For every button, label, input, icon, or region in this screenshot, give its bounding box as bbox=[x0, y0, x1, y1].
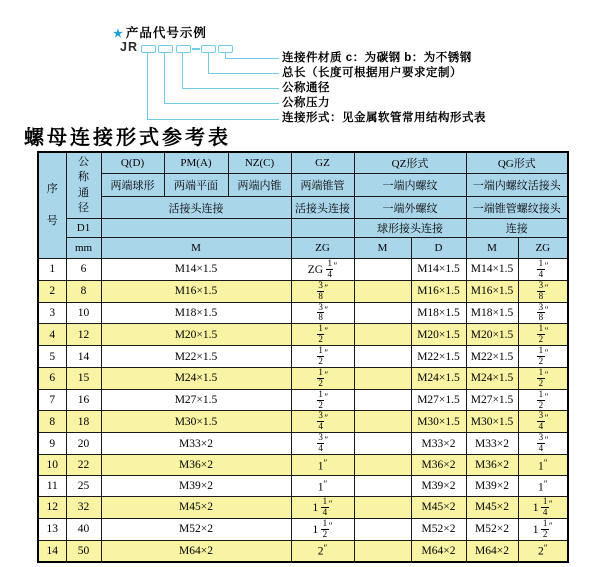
cell-m: M24×1.5 bbox=[101, 367, 291, 389]
cell-qg-m: M18×1.5 bbox=[466, 302, 518, 324]
cell-gz-zg: $\frac{3}{4}$ ″ bbox=[291, 411, 354, 433]
cell-qg-zg: $\frac{3}{8}$ ″ bbox=[518, 280, 568, 302]
header-dn: 公称通径 bbox=[66, 152, 101, 219]
header-qg-zg: ZG bbox=[518, 238, 568, 259]
cell-m: M27×1.5 bbox=[101, 389, 291, 411]
cell-qz-m bbox=[354, 411, 411, 433]
callout-length: 总长（长度可根据用户要求定制） bbox=[282, 67, 462, 79]
cell-gz-zg: $\frac{3}{4}$ ″ bbox=[291, 433, 354, 455]
header-col-gz: GZ bbox=[291, 152, 354, 174]
header-gz-union: 活接头连接 bbox=[291, 197, 354, 219]
cell-gz-zg: $\frac{1}{2}$ ″ bbox=[291, 367, 354, 389]
cell-dn: 8 bbox=[66, 280, 101, 302]
header-seq: 序号 bbox=[38, 152, 66, 259]
cell-qz-d: M27×1.5 bbox=[411, 389, 466, 411]
cell-m: M52×2 bbox=[101, 518, 291, 540]
table-row bbox=[38, 346, 568, 368]
cell-qg-m: M27×1.5 bbox=[466, 389, 518, 411]
cell-seq: 4 bbox=[38, 324, 66, 346]
cell-dn: 50 bbox=[66, 540, 101, 562]
table-row bbox=[38, 518, 568, 540]
cell-m: M18×1.5 bbox=[101, 302, 291, 324]
cell-seq: 7 bbox=[38, 389, 66, 411]
cell-qg-zg: $\frac{3}{4}$ ″ bbox=[518, 433, 568, 455]
cell-qz-d: M24×1.5 bbox=[411, 367, 466, 389]
cell-qg-m: M24×1.5 bbox=[466, 367, 518, 389]
cell-qz-d: M45×2 bbox=[411, 497, 466, 519]
cell-qg-zg: 1″ bbox=[518, 476, 568, 497]
cell-qz-d: M14×1.5 bbox=[411, 259, 466, 281]
cell-seq: 3 bbox=[38, 302, 66, 324]
cell-qz-d: M39×2 bbox=[411, 476, 466, 497]
table-header bbox=[38, 152, 568, 259]
header-row-1 bbox=[38, 152, 568, 174]
cell-gz-zg: $\frac{3}{8}$ ″ bbox=[291, 302, 354, 324]
header-col-q: Q(D) bbox=[101, 152, 164, 174]
table-row bbox=[38, 497, 568, 519]
cell-m: M14×1.5 bbox=[101, 259, 291, 281]
table-row bbox=[38, 302, 568, 324]
cell-dn: 15 bbox=[66, 367, 101, 389]
cell-gz-zg: $\frac{1}{2}$ ″ bbox=[291, 389, 354, 411]
cell-qz-d: M16×1.5 bbox=[411, 280, 466, 302]
table-row bbox=[38, 411, 568, 433]
cell-qz-d: M36×2 bbox=[411, 455, 466, 476]
cell-dn: 25 bbox=[66, 476, 101, 497]
cell-qz-m bbox=[354, 476, 411, 497]
cell-qg-m: M52×2 bbox=[466, 518, 518, 540]
header-gz-desc: 两端锥管 bbox=[291, 174, 354, 197]
cell-dn: 18 bbox=[66, 411, 101, 433]
cell-seq: 5 bbox=[38, 346, 66, 368]
connector-line-connection bbox=[147, 52, 279, 120]
table-row bbox=[38, 259, 568, 281]
header-zg: ZG bbox=[291, 238, 354, 259]
cell-seq: 11 bbox=[38, 476, 66, 497]
header-qz-desc3: 球形接头连接 bbox=[354, 219, 466, 238]
header-empty-m bbox=[101, 219, 291, 238]
cell-seq: 8 bbox=[38, 411, 66, 433]
header-col-qz: QZ形式 bbox=[354, 152, 466, 174]
cell-qg-m: M14×1.5 bbox=[466, 259, 518, 281]
table-title: 螺母连接形式参考表 bbox=[24, 127, 231, 149]
cell-m: M64×2 bbox=[101, 540, 291, 562]
callout-connection: 连接形式：见金属软管常用结构形式表 bbox=[282, 112, 486, 124]
cell-qg-m: M39×2 bbox=[466, 476, 518, 497]
cell-dn: 6 bbox=[66, 259, 101, 281]
table-row bbox=[38, 476, 568, 497]
cell-qz-d: M33×2 bbox=[411, 433, 466, 455]
cell-dn: 12 bbox=[66, 324, 101, 346]
cell-qg-zg: $\frac{1}{4}$ ″ bbox=[518, 259, 568, 281]
table-row bbox=[38, 455, 568, 476]
table-row bbox=[38, 280, 568, 302]
cell-qz-m bbox=[354, 324, 411, 346]
cell-qg-zg: $\frac{3}{8}$ ″ bbox=[518, 302, 568, 324]
nut-connection-reference-table bbox=[37, 151, 569, 563]
cell-qz-m bbox=[354, 302, 411, 324]
cell-qz-m bbox=[354, 433, 411, 455]
cell-qz-m bbox=[354, 280, 411, 302]
cell-qg-m: M30×1.5 bbox=[466, 411, 518, 433]
header-qz-d: D bbox=[411, 238, 466, 259]
table-row bbox=[38, 324, 568, 346]
header-row-3 bbox=[38, 197, 568, 219]
cell-qg-m: M20×1.5 bbox=[466, 324, 518, 346]
cell-qz-d: M52×2 bbox=[411, 518, 466, 540]
cell-qg-zg: 1 $\frac{1}{2}$ ″ bbox=[518, 518, 568, 540]
header-row-4 bbox=[38, 219, 568, 238]
cell-qz-m bbox=[354, 540, 411, 562]
code-prefix: JR bbox=[120, 40, 138, 54]
cell-m: M22×1.5 bbox=[101, 346, 291, 368]
cell-qg-zg: 1 $\frac{1}{4}$ ″ bbox=[518, 497, 568, 519]
cell-qg-zg: $\frac{1}{2}$ ″ bbox=[518, 389, 568, 411]
cell-qg-m: M33×2 bbox=[466, 433, 518, 455]
star-icon: ★ bbox=[113, 28, 124, 40]
cell-dn: 22 bbox=[66, 455, 101, 476]
header-nz-desc: 两端内锥 bbox=[228, 174, 291, 197]
cell-m: M45×2 bbox=[101, 497, 291, 519]
cell-gz-zg: $\frac{1}{2}$ ″ bbox=[291, 346, 354, 368]
header-q-desc: 两端球形 bbox=[101, 174, 164, 197]
cell-gz-zg: 1″ bbox=[291, 455, 354, 476]
header-qz-m: M bbox=[354, 238, 411, 259]
cell-qz-d: M30×1.5 bbox=[411, 411, 466, 433]
cell-qz-d: M18×1.5 bbox=[411, 302, 466, 324]
cell-gz-zg: 2″ bbox=[291, 540, 354, 562]
cell-seq: 12 bbox=[38, 497, 66, 519]
cell-qg-m: M16×1.5 bbox=[466, 280, 518, 302]
header-qg-desc3: 连接 bbox=[466, 219, 568, 238]
header-row-2 bbox=[38, 174, 568, 197]
cell-qg-zg: $\frac{1}{2}$ ″ bbox=[518, 346, 568, 368]
cell-qg-m: M64×2 bbox=[466, 540, 518, 562]
header-col-qg: QG形式 bbox=[466, 152, 568, 174]
cell-qg-m: M22×1.5 bbox=[466, 346, 518, 368]
cell-qg-m: M45×2 bbox=[466, 497, 518, 519]
header-qg-desc2: 一端锥管螺纹接头 bbox=[466, 197, 568, 219]
header-qz-desc1: 一端内螺纹 bbox=[354, 174, 466, 197]
header-row-5 bbox=[38, 238, 568, 259]
table-row bbox=[38, 433, 568, 455]
code-dash bbox=[192, 48, 200, 50]
header-d1: D1 bbox=[66, 219, 101, 238]
cell-seq: 6 bbox=[38, 367, 66, 389]
cell-seq: 9 bbox=[38, 433, 66, 455]
cell-qz-m bbox=[354, 367, 411, 389]
cell-dn: 32 bbox=[66, 497, 101, 519]
cell-seq: 13 bbox=[38, 518, 66, 540]
cell-qg-zg: 1″ bbox=[518, 455, 568, 476]
cell-qg-zg: $\frac{1}{2}$ ″ bbox=[518, 367, 568, 389]
cell-dn: 10 bbox=[66, 302, 101, 324]
cell-gz-zg: 1″ bbox=[291, 476, 354, 497]
cell-qz-m bbox=[354, 518, 411, 540]
cell-m: M39×2 bbox=[101, 476, 291, 497]
cell-gz-zg: $\frac{1}{2}$ ″ bbox=[291, 324, 354, 346]
cell-qz-m bbox=[354, 389, 411, 411]
cell-seq: 2 bbox=[38, 280, 66, 302]
cell-m: M36×2 bbox=[101, 455, 291, 476]
cell-qz-m bbox=[354, 259, 411, 281]
diagram-heading bbox=[113, 23, 207, 41]
header-qz-desc2: 一端外螺纹 bbox=[354, 197, 466, 219]
table-row bbox=[38, 540, 568, 562]
cell-seq: 1 bbox=[38, 259, 66, 281]
header-empty-gz bbox=[291, 219, 354, 238]
header-union-conn: 活接头连接 bbox=[101, 197, 291, 219]
cell-m: M33×2 bbox=[101, 433, 291, 455]
header-col-nz: NZ(C) bbox=[228, 152, 291, 174]
table-row bbox=[38, 389, 568, 411]
diagram-heading-text: 产品代号示例 bbox=[125, 26, 207, 40]
cell-m: M16×1.5 bbox=[101, 280, 291, 302]
cell-gz-zg: 1 $\frac{1}{2}$ ″ bbox=[291, 518, 354, 540]
cell-dn: 16 bbox=[66, 389, 101, 411]
cell-qg-m: M36×2 bbox=[466, 455, 518, 476]
cell-dn: 14 bbox=[66, 346, 101, 368]
cell-qg-zg: $\frac{3}{4}$ ″ bbox=[518, 411, 568, 433]
header-qg-desc1: 一端内螺纹活接头 bbox=[466, 174, 568, 197]
header-col-pm: PM(A) bbox=[164, 152, 228, 174]
cell-gz-zg: ZG $\frac{1}{4}$ ″ bbox=[291, 259, 354, 281]
cell-seq: 10 bbox=[38, 455, 66, 476]
header-qg-m: M bbox=[466, 238, 518, 259]
cell-qz-d: M64×2 bbox=[411, 540, 466, 562]
cell-dn: 20 bbox=[66, 433, 101, 455]
cell-qz-m bbox=[354, 455, 411, 476]
table-row bbox=[38, 367, 568, 389]
callout-material: 连接件材质 c：为碳钢 b：为不锈钢 bbox=[282, 52, 472, 64]
table-body bbox=[38, 259, 568, 562]
header-mm: mm bbox=[66, 238, 101, 259]
cell-m: M30×1.5 bbox=[101, 411, 291, 433]
cell-qz-d: M20×1.5 bbox=[411, 324, 466, 346]
callout-diameter: 公称通径 bbox=[282, 82, 330, 94]
cell-qg-zg: 2″ bbox=[518, 540, 568, 562]
cell-qg-zg: $\frac{1}{2}$ ″ bbox=[518, 324, 568, 346]
cell-gz-zg: $\frac{3}{8}$ ″ bbox=[291, 280, 354, 302]
cell-seq: 14 bbox=[38, 540, 66, 562]
cell-qz-d: M22×1.5 bbox=[411, 346, 466, 368]
header-m: M bbox=[101, 238, 291, 259]
cell-qz-m bbox=[354, 346, 411, 368]
cell-dn: 40 bbox=[66, 518, 101, 540]
cell-gz-zg: 1 $\frac{1}{4}$ ″ bbox=[291, 497, 354, 519]
cell-m: M20×1.5 bbox=[101, 324, 291, 346]
callout-pressure: 公称压力 bbox=[282, 97, 330, 109]
cell-qz-m bbox=[354, 497, 411, 519]
header-pm-desc: 两端平面 bbox=[164, 174, 228, 197]
